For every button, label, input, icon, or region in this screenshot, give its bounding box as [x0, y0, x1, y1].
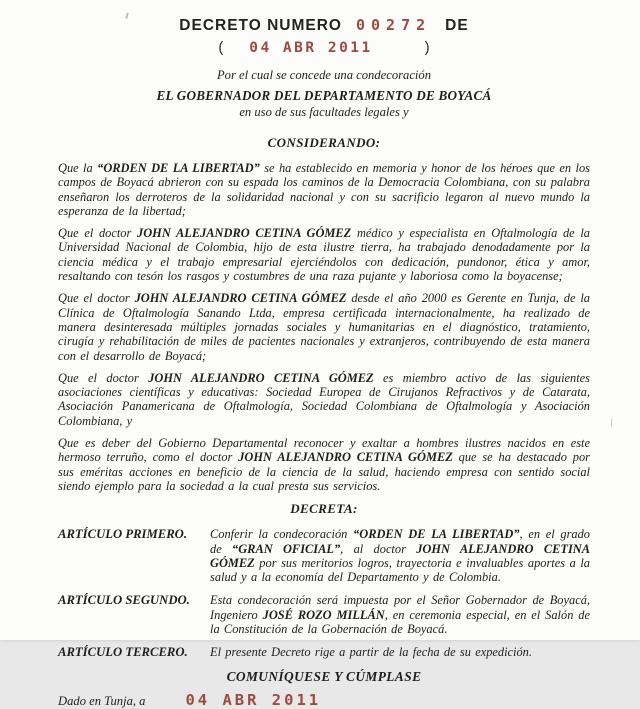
bottom-date-stamp: 04 ABR 2011 — [185, 691, 322, 709]
decree-subtitle: Por el cual se concede una condecoración — [216, 68, 432, 82]
article-row — [58, 527, 590, 584]
considerando-paragraph: Que la “ORDEN DE LA LIBERTAD” se ha establecido en memoria y honor de los héroes que en los campos de Boyacá abrieron con su espada los caminos de la Democracia Colombiana, con su palabra enseñaron los derroteros de la solidaridad nacional y con su sacrificio legaron al nuevo mundo la esperanza de la libertad; — [58, 161, 590, 218]
decreta-heading: DECRETA: — [290, 501, 358, 517]
decree-date-line — [58, 40, 590, 56]
article-text: El presente Decreto rige a partir de la fecha de su expedición. — [210, 645, 532, 660]
article-text: Conferir la condecoración “ORDEN DE LA LIBERTAD”, en el grado de “GRAN OFICIAL”, al doctor JOHN ALEJANDRO CETINA GÓMEZ por sus meritorios logros, trayectoria e invaluables aportes a la salud y a la economía del Departamento y de Colombia. — [210, 527, 590, 585]
authority-subtitle: en uso de sus facultades legales y — [239, 105, 409, 119]
decree-title-suffix: DE — [445, 17, 469, 34]
articles — [58, 527, 590, 660]
decree-title-prefix: DECRETO NUMERO — [179, 17, 342, 34]
open-paren: ( — [218, 40, 224, 56]
article-label: ARTÍCULO TERCERO. — [58, 645, 188, 660]
considerando-paragraph: Que el doctor JOHN ALEJANDRO CETINA GÓMEZ desde el año 2000 es Gerente en Tunja, de la Clínica de Oftalmología Sanando Ltda, empresa certificada internacionalmente, ha realizado de manera desinteresada múltiples jornadas sociales y humanitarias en el diagnóstico, tratamiento, cirugía y rehabilitación de miles de pacientes nacionales y extranjeros, contribuyendo de esta manera con el desarrollo de Boyacá; — [58, 291, 590, 363]
scan-artifact — [611, 419, 614, 427]
close-paren: ) — [424, 40, 430, 56]
article-label: ARTÍCULO PRIMERO. — [58, 527, 188, 542]
considerando-paragraph: Que es deber del Gobierno Departamental reconocer y exaltar a hombres ilustres nacidos en este hermoso terruño, como el doctor JOHN ALEJANDRO CETINA GÓMEZ que se ha destacado por sus eméritas acciones en beneficio de la ciencia de la salud, haciendo empresa con sentido social siendo ejemplo para la sociedad a la cual presta sus servicios. — [58, 436, 590, 493]
given-at-text: Dado en Tunja, a — [58, 694, 146, 709]
article-row — [58, 645, 590, 660]
decree-number-stamp: 00272 — [356, 16, 432, 34]
article-row — [58, 593, 590, 636]
closing-heading: COMUNÍQUESE Y CÚMPLASE — [226, 669, 422, 685]
decree-title — [58, 16, 590, 35]
article-label: ARTÍCULO SEGUNDO. — [58, 593, 190, 608]
article-text: Esta condecoración será impuesta por el Señor Gobernador de Boyacá, Ingeniero JOSÉ ROZO MILLÁN, en ceremonia especial, en el Salón de la Constitución de la Gobernación de Boyacá. — [210, 593, 590, 637]
considerando-paragraphs — [58, 161, 590, 493]
closing-line — [58, 691, 590, 709]
considerando-paragraph: Que el doctor JOHN ALEJANDRO CETINA GÓMEZ médico y especialista en Oftalmología de la Universidad Nacional de Colombia, hijo de esta ilustre tierra, ha trabajado denodadamente por la ciencia médica y el trabajo empresarial ejerciéndolos con dedicación, pundonor, ética y amor, resaltando con tesón los rasgos y costumbres de una raza pujante y laboriosa como la boyacense; — [58, 226, 591, 284]
decree-content — [58, 0, 590, 709]
date-stamp: 04 ABR 2011 — [249, 40, 373, 56]
considerando-paragraph: Que el doctor JOHN ALEJANDRO CETINA GÓMEZ es miembro activo de las siguientes asociaciones científicas y educativas: Sociedad Europea de Cirujanos Refractivos y de Catarata, Asociación Panamericana de Oftalmología, Sociedad Colombiana de Oftalmología y Asociación Colombiana, y — [58, 370, 591, 428]
considerando-heading: CONSIDERANDO: — [267, 135, 381, 150]
authority-title: EL GOBERNADOR DEL DEPARTAMENTO DE BOYACÁ — [156, 88, 492, 103]
